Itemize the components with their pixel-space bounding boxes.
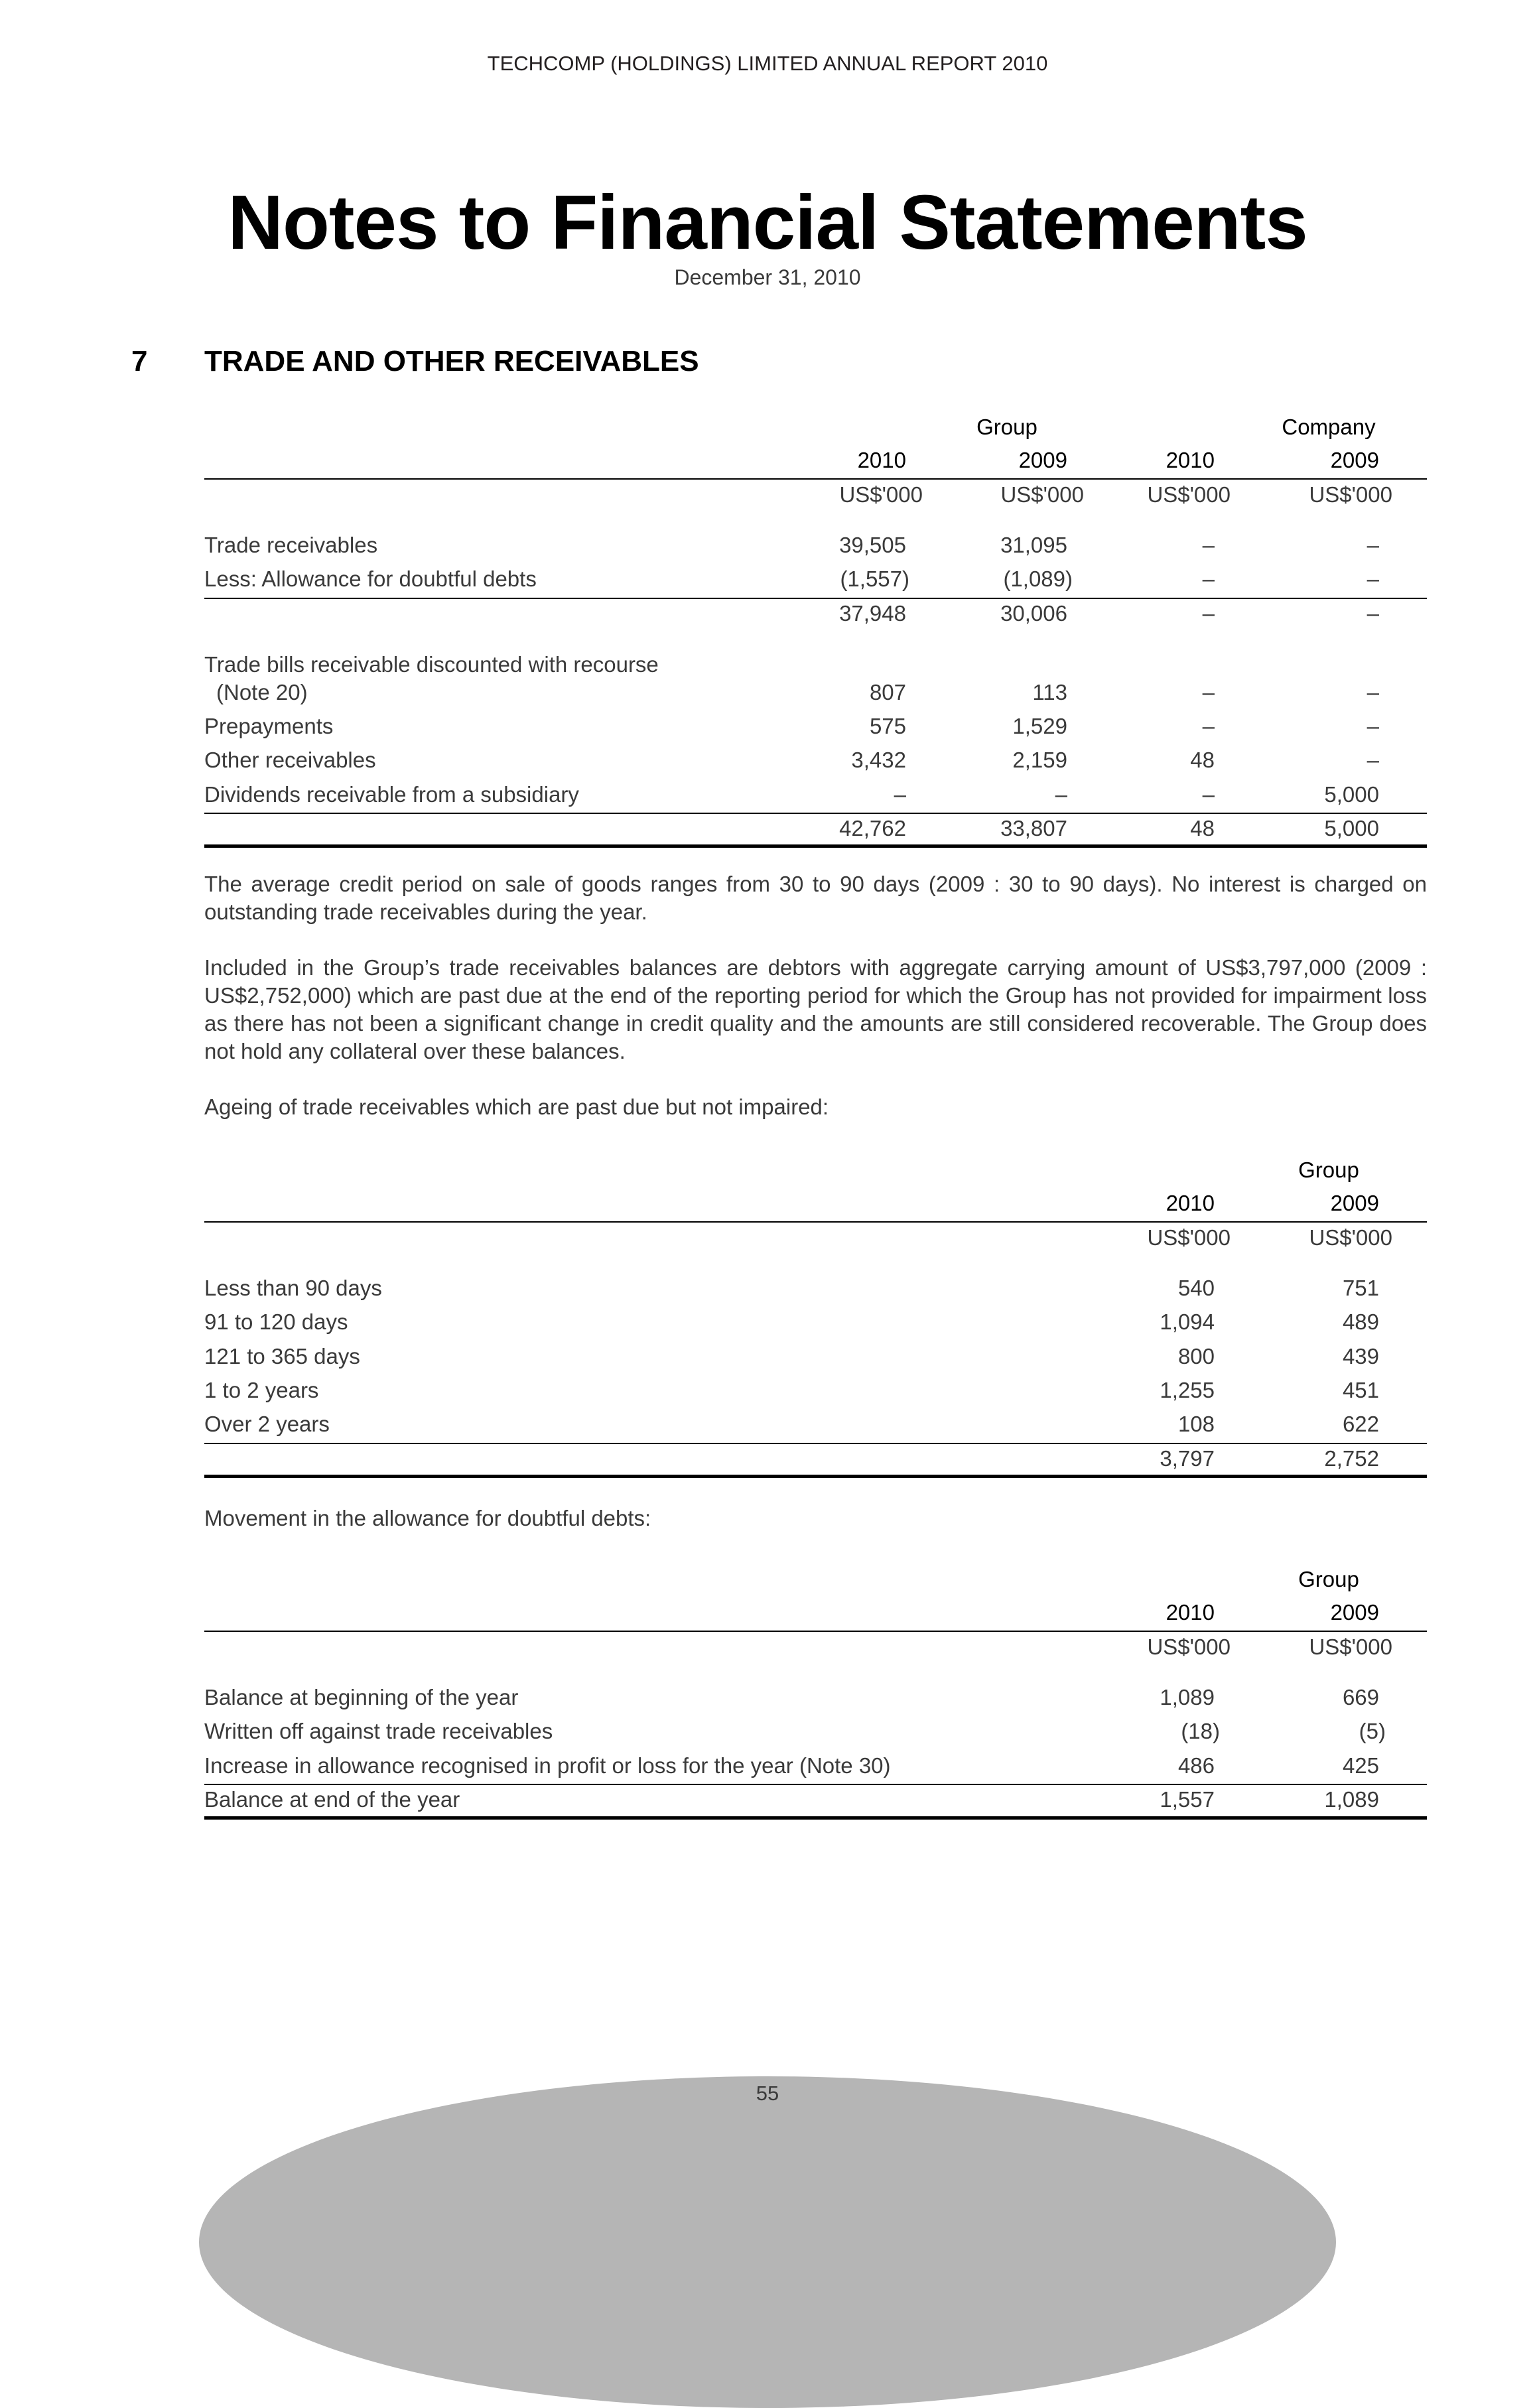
cell: –	[1202, 533, 1215, 557]
cell: –	[1202, 567, 1215, 591]
cell: 1,557	[1160, 1787, 1215, 1812]
cell: 30,006	[1000, 601, 1067, 626]
table-row	[204, 652, 1427, 679]
row-label: 91 to 120 days	[204, 1309, 348, 1334]
year-cell: 2009	[1330, 448, 1379, 472]
cell: 37,948	[839, 601, 906, 626]
cell: 3,797	[1160, 1446, 1215, 1471]
page-date: December 31, 2010	[674, 265, 861, 289]
cell: –	[1202, 680, 1215, 704]
cell: –	[1202, 782, 1215, 807]
year-cell: 2009	[1330, 1191, 1379, 1215]
cell: 439	[1342, 1344, 1379, 1369]
unit-cell: US$'000	[1309, 1635, 1392, 1659]
row-label: Balance at beginning of the year	[204, 1685, 519, 1709]
row-label: Less: Allowance for doubtful debts	[204, 567, 537, 591]
row-label: Prepayments	[204, 714, 334, 738]
year-row	[204, 1600, 1427, 1627]
section-title: TRADE AND OTHER RECEIVABLES	[204, 345, 699, 377]
company-header: Company	[1282, 415, 1376, 439]
rule	[204, 1443, 1427, 1444]
table-row	[204, 714, 1427, 740]
rule	[204, 1784, 1427, 1785]
total-row	[204, 816, 1427, 842]
rule	[204, 813, 1427, 814]
group-header: Group	[1298, 1158, 1359, 1182]
cell: 1,094	[1160, 1309, 1215, 1334]
table-row	[204, 1276, 1427, 1302]
cell: 42,762	[839, 816, 906, 840]
table-row	[204, 1344, 1427, 1371]
table-row	[204, 1719, 1427, 1745]
table-row	[204, 533, 1427, 559]
row-label: Balance at end of the year	[204, 1787, 460, 1812]
rule	[204, 1221, 1427, 1223]
rule	[204, 598, 1427, 599]
year-cell: 2010	[857, 448, 906, 472]
unit-row	[204, 1635, 1427, 1661]
page-title: Notes to Financial Statements	[228, 179, 1307, 265]
cell: 5,000	[1324, 816, 1379, 840]
table-row	[204, 782, 1427, 809]
rule	[204, 1475, 1427, 1478]
rule	[204, 844, 1427, 848]
cell: 3,432	[851, 748, 906, 772]
cell: 2,752	[1324, 1446, 1379, 1471]
cell: 2,159	[1012, 748, 1067, 772]
table-row	[204, 1309, 1427, 1336]
cell: –	[894, 782, 906, 807]
unit-cell: US$'000	[1309, 482, 1392, 507]
paragraph: Included in the Group’s trade receivables balances are debtors with aggregate carrying amount of US$3,797,000 (2009 : US$2,752,000) which are past due at the end of the reporting period for which the Group has not provided for impairment loss as there has not been a significant change in credit quality and the amounts are still considered recoverable. The Group does not hold any collateral over these balances.	[204, 955, 1427, 1063]
unit-cell: US$'000	[1000, 482, 1084, 507]
year-cell: 2010	[1166, 1600, 1215, 1625]
table-row	[204, 567, 1427, 593]
cell: 31,095	[1000, 533, 1067, 557]
cell: (5)	[1359, 1719, 1386, 1743]
unit-row	[204, 1225, 1427, 1252]
year-cell: 2009	[1018, 448, 1067, 472]
year-cell: 2010	[1166, 1191, 1215, 1215]
table-row	[204, 1412, 1427, 1438]
cell: 425	[1342, 1753, 1379, 1778]
unit-cell: US$'000	[1147, 482, 1231, 507]
cell: 486	[1177, 1753, 1215, 1778]
cell: 575	[869, 714, 906, 738]
cell: 622	[1342, 1412, 1379, 1436]
row-label: Dividends receivable from a subsidiary	[204, 782, 579, 807]
year-row	[204, 448, 1427, 474]
table-row	[204, 1685, 1427, 1711]
section-number: 7	[131, 345, 148, 377]
cell: –	[1202, 601, 1215, 626]
cell: (18)	[1181, 1719, 1220, 1743]
unit-cell: US$'000	[1309, 1225, 1392, 1250]
paragraph: Movement in the allowance for doubtful debts:	[204, 1506, 651, 1530]
row-label: Over 2 years	[204, 1412, 330, 1436]
row-label: Other receivables	[204, 748, 376, 772]
rule	[204, 1816, 1427, 1820]
row-label: 121 to 365 days	[204, 1344, 360, 1369]
unit-cell: US$'000	[839, 482, 923, 507]
cell: 1,089	[1324, 1787, 1379, 1812]
cell: –	[1367, 533, 1379, 557]
cell: 751	[1342, 1276, 1379, 1300]
year-row	[204, 1191, 1427, 1217]
running-header: TECHCOMP (HOLDINGS) LIMITED ANNUAL REPORT 2010	[487, 52, 1048, 75]
cell: 33,807	[1000, 816, 1067, 840]
year-cell: 2009	[1330, 1600, 1379, 1625]
table-row	[204, 680, 1427, 706]
cell: –	[1367, 714, 1379, 738]
row-label: Increase in allowance recognised in profit or loss for the year (Note 30)	[204, 1753, 891, 1778]
cell: 489	[1342, 1309, 1379, 1334]
paragraph: Ageing of trade receivables which are past due but not impaired:	[204, 1095, 829, 1119]
table-row	[204, 748, 1427, 774]
row-label: Trade bills receivable discounted with recourse	[204, 652, 659, 677]
cell: –	[1202, 714, 1215, 738]
page-number: 55	[756, 2082, 779, 2105]
subtotal-row	[204, 601, 1427, 628]
cell: 108	[1177, 1412, 1215, 1436]
cell: 807	[869, 680, 906, 704]
cell: 5,000	[1324, 782, 1379, 807]
footer-decorative-ellipse	[199, 2076, 1336, 2408]
cell: –	[1367, 680, 1379, 704]
unit-cell: US$'000	[1147, 1225, 1231, 1250]
cell: 800	[1177, 1344, 1215, 1369]
total-row	[204, 1787, 1427, 1814]
table-row	[204, 1378, 1427, 1404]
row-label: Written off against trade receivables	[204, 1719, 553, 1743]
cell: 1,255	[1160, 1378, 1215, 1402]
cell: 48	[1190, 816, 1215, 840]
cell: –	[1367, 748, 1379, 772]
unit-row	[204, 482, 1427, 509]
cell: (1,089)	[1003, 567, 1073, 591]
unit-cell: US$'000	[1147, 1635, 1231, 1659]
cell: –	[1367, 567, 1379, 591]
cell: 1,529	[1012, 714, 1067, 738]
group-header: Group	[1298, 1567, 1359, 1591]
row-label: Trade receivables	[204, 533, 378, 557]
total-row	[204, 1446, 1427, 1473]
row-label: Less than 90 days	[204, 1276, 382, 1300]
cell: (1,557)	[840, 567, 909, 591]
rule	[204, 478, 1427, 480]
row-label-continued: (Note 20)	[216, 680, 308, 704]
group-header: Group	[976, 415, 1037, 439]
cell: 540	[1177, 1276, 1215, 1300]
year-cell: 2010	[1166, 448, 1215, 472]
paragraph: The average credit period on sale of goods ranges from 30 to 90 days (2009 : 30 to 90 days). No interest is charged on outstanding trade receivables during the year.	[204, 872, 1427, 924]
cell: –	[1367, 601, 1379, 626]
rule	[204, 1631, 1427, 1632]
cell: –	[1055, 782, 1067, 807]
table-row	[204, 1753, 1427, 1780]
cell: 48	[1190, 748, 1215, 772]
cell: 113	[1032, 680, 1067, 704]
cell: 451	[1342, 1378, 1379, 1402]
cell: 39,505	[839, 533, 906, 557]
row-label: 1 to 2 years	[204, 1378, 319, 1402]
cell: 669	[1342, 1685, 1379, 1709]
cell: 1,089	[1160, 1685, 1215, 1709]
